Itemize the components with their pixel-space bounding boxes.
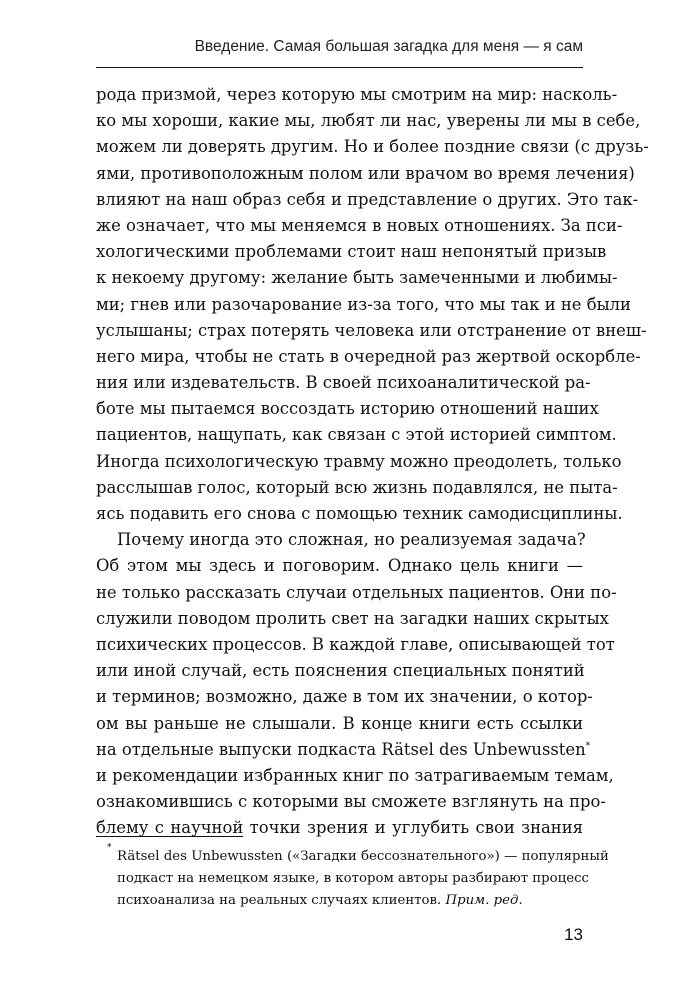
text-line: Иногда психологическую травму можно преодолеть, только <box>96 451 622 471</box>
text-line: ясь подавить его снова с помощью техник самодисциплины. <box>96 504 623 523</box>
text-line: психических процессов. В каждой главе, описывающей тот <box>96 634 615 654</box>
text-line: можем ли доверять другим. Но и более поздние связи (с друзь- <box>96 137 649 157</box>
text-line: рода призмой, через которую мы смотрим на мир: насколь- <box>96 85 618 104</box>
text-line: служили поводом пролить свет на загадки наших скрытых <box>96 608 609 628</box>
page-number: 13 <box>564 925 583 944</box>
text-line: хологическими проблемами стоит наш непонятый призыв <box>96 242 607 262</box>
text-line: ями, противоположным полом или врачом во время лечения) <box>96 163 635 183</box>
body-text <box>96 82 649 841</box>
text-line: Об этом мы здесь и поговорим. Однако цель книги — <box>96 556 583 576</box>
text-line: расслышав голос, который всю жизнь подавлялся, не пыта- <box>96 477 618 497</box>
text-line: ми; гнев или разочарование из-за того, что мы так и не были <box>96 294 631 314</box>
text-line: и терминов; возможно, даже в том их значении, о котор- <box>96 687 593 707</box>
footnote-line <box>117 890 583 912</box>
text-line: и рекомендации избранных книг по затрагиваемым темам, <box>96 765 614 785</box>
text-line: ом вы раньше не слышали. В конце книги есть ссылки <box>96 713 583 733</box>
text-line: Почему иногда это сложная, но реализуемая задача? <box>117 530 586 550</box>
text-line: блему с научной точки зрения и углубить свои знания <box>96 818 583 838</box>
text-line: или иной случай, есть пояснения специальных понятий <box>96 661 585 681</box>
footnote-line: подкаст на немецком языке, в котором авторы разбирают процесс <box>117 871 590 886</box>
text-line: него мира, чтобы не стать в очередной раз жертвой оскорбле- <box>96 346 641 366</box>
text-line: к некоему другому: желание быть замеченными и любимы- <box>96 268 618 288</box>
footnote-ref-marker[interactable]: * <box>585 741 591 752</box>
text-line: услышаны; страх потерять человека или отстранение от внеш- <box>96 320 647 340</box>
text-line: ознакомившись с которыми вы сможете взглянуть на про- <box>96 792 606 812</box>
text-line: не только рассказать случаи отдельных пациентов. Они по- <box>96 582 617 602</box>
running-head: Введение. Самая большая загадка для меня — я сам <box>194 38 583 55</box>
text-line: ния или издевательств. В своей психоаналитической ра- <box>96 373 591 393</box>
header-rule <box>96 67 583 68</box>
text-line-with-footnote-ref <box>96 737 591 763</box>
text-line: ко мы хороши, какие мы, любят ли нас, уверены ли мы в себе, <box>96 111 641 131</box>
editor-note: Прим. ред. <box>445 893 523 908</box>
footnote-rule <box>96 836 243 837</box>
text-line: боте мы пытаемся воссоздать историю отношений наших <box>96 399 599 419</box>
footnote <box>107 843 609 912</box>
footnote-line: Rätsel des Unbewussten («Загадки бессознательного») — популярный <box>117 849 609 864</box>
text-line: же означает, что мы меняемся в новых отношениях. За пси- <box>96 215 623 235</box>
text-line: влияют на наш образ себя и представление о других. Это так- <box>96 189 639 209</box>
footnote-line-content: психоанализа на реальных случаях клиентов. <box>117 893 442 908</box>
text-line-content: на отдельные выпуски подкаста Rätsel des Unbewussten <box>96 739 586 759</box>
text-line: пациентов, нащупать, как связан с этой историей симптом. <box>96 425 617 445</box>
footnote-marker: * <box>107 843 112 853</box>
